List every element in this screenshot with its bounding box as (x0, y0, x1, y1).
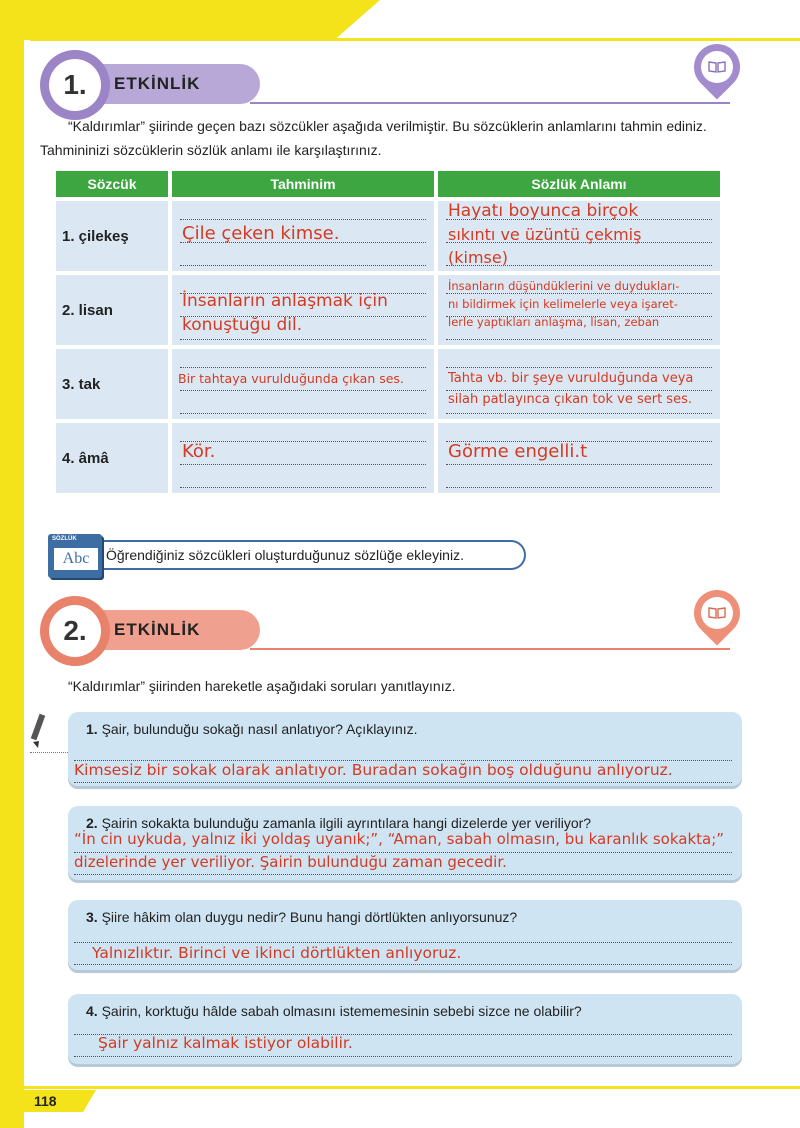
activity-2-intro: “Kaldırımlar” şiirinden hareketle aşağıdaki soruları yanıtlayınız. (68, 678, 456, 694)
question-text: Şair, bulunduğu sokağı nasıl anlatıyor? Açıklayınız. (101, 721, 418, 737)
word-cell: 4. âmâ (56, 423, 168, 493)
activity-1-underline (250, 102, 730, 104)
meaning-handwriting-line: Hayatı boyunca birçok (448, 201, 639, 221)
open-book-icon (701, 597, 733, 629)
activity-1-number: 1. (49, 59, 101, 111)
question-2-answer: “İn cin uykuda, yalnız iki yoldaş uyanık;”, “Aman, sabah olmasın, bu karanlık sokakta;” dizelerinde yer veriliyor. Şairin bulunduğu zaman gecedir. (74, 830, 725, 871)
question-number: 2. (86, 815, 98, 831)
pencil-dotted-line (30, 752, 70, 753)
meaning-handwriting-line: İnsanların düşündüklerini ve duydukları- (448, 279, 680, 293)
meaning-cell[interactable] (438, 349, 720, 419)
meaning-handwriting-line: sıkıntı ve üzüntü çekmiş (448, 225, 642, 244)
dotted-line (180, 339, 426, 340)
meaning-handwriting-line: Tahta vb. bir şeye vurulduğunda veya (448, 371, 694, 386)
question-3-text (86, 909, 517, 925)
table-row (56, 423, 720, 493)
activity-2-header (40, 596, 760, 666)
word-cell: 1. çilekeş (56, 201, 168, 271)
activity-1-header (40, 50, 760, 120)
top-yellow-corner (0, 0, 380, 40)
meaning-cell[interactable] (438, 201, 720, 271)
guess-cell[interactable] (172, 275, 434, 345)
activity-2-underline (250, 648, 730, 650)
book-pin-icon (684, 34, 749, 99)
vocabulary-table (56, 171, 720, 493)
word-cell: 3. tak (56, 349, 168, 419)
dotted-line (74, 874, 732, 875)
dotted-line (180, 265, 426, 266)
dotted-line (180, 367, 426, 368)
question-text: Şairin, korktuğu hâlde sabah olmasını istememesinin sebebi sizce ne olabilir? (101, 1003, 582, 1019)
word-cell: 2. lisan (56, 275, 168, 345)
activity-2-badge (40, 596, 110, 666)
dictionary-book-icon (48, 534, 102, 578)
guess-handwriting: Bir tahtaya vurulduğunda çıkan ses. (178, 371, 404, 386)
question-2-box[interactable] (68, 806, 742, 880)
guess-handwriting: Çile çeken kimse. (182, 223, 340, 244)
guess-cell[interactable] (172, 423, 434, 493)
header-guess: Tahminim (172, 171, 434, 197)
question-number: 3. (86, 909, 98, 925)
table-row (56, 349, 720, 419)
question-text: Şairin sokakta bulunduğu zamanla ilgili ayrıntılara hangi dizelerde yer veriliyor? (101, 815, 592, 831)
question-1-text (86, 721, 418, 737)
guess-handwriting-line: konuştuğu dil. (182, 315, 303, 335)
question-4-box[interactable] (68, 994, 742, 1064)
dotted-line (446, 390, 712, 391)
dotted-line (180, 413, 426, 414)
question-text: Şiire hâkim olan duygu nedir? Bunu hangi dörtlükten anlıyorsunuz? (101, 909, 518, 925)
activity-1-title: ETKİNLİK (94, 64, 260, 104)
dictionary-note-text: Öğrendiğiniz sözcükleri oluşturduğunuz sözlüğe ekleyiniz. (100, 540, 526, 570)
book-pin-icon (684, 580, 749, 645)
top-rule (30, 38, 800, 41)
left-yellow-band (0, 0, 24, 1128)
dictionary-tag: SÖZLÜK (52, 536, 77, 542)
table-row (56, 275, 720, 345)
meaning-handwriting-line: lerle yaptıkları anlaşma, lisan, zeban (448, 315, 660, 329)
question-1-box[interactable] (68, 712, 742, 786)
question-1-answer: Kimsesiz bir sokak olarak anlatıyor. Buradan sokağın boş olduğunu anlıyoruz. (74, 761, 673, 779)
dotted-line (446, 487, 712, 488)
header-word: Sözcük (56, 171, 168, 197)
page-number: 118 (34, 1093, 57, 1109)
meaning-cell[interactable] (438, 423, 720, 493)
dotted-line (180, 487, 426, 488)
meaning-handwriting: Görme engelli.t (448, 441, 588, 462)
meaning-cell[interactable] (438, 275, 720, 345)
table-header-row (56, 171, 720, 197)
dotted-line (446, 339, 712, 340)
activity-2-number: 2. (49, 605, 101, 657)
dotted-line (74, 1056, 732, 1057)
meaning-handwriting-line: nı bildirmek için kelimelerle veya işaret- (448, 297, 678, 311)
dotted-line (446, 464, 712, 465)
activity-1-badge (40, 50, 110, 120)
guess-handwriting: Kör. (182, 441, 216, 462)
table-row (56, 201, 720, 271)
dictionary-abc: Abc (54, 548, 98, 570)
dotted-line (446, 293, 712, 294)
dotted-line (180, 219, 426, 220)
question-3-answer: Yalnızlıktır. Birinci ve ikinci dörtlükten anlıyoruz. (92, 944, 462, 962)
meaning-handwriting-line: (kimse) (448, 248, 508, 267)
bottom-rule (24, 1086, 800, 1089)
meaning-handwriting-line: silah patlayınca çıkan tok ve sert ses. (448, 392, 692, 407)
dotted-line (74, 782, 732, 783)
open-book-icon (701, 51, 733, 83)
dotted-line (180, 464, 426, 465)
question-number: 4. (86, 1003, 98, 1019)
guess-handwriting-line: İnsanların anlaşmak için (182, 291, 388, 311)
question-4-text (86, 1003, 582, 1019)
header-meaning: Sözlük Anlamı (438, 171, 720, 197)
activity-1-intro: “Kaldırımlar” şiirinde geçen bazı sözcükler aşağıda verilmiştir. Bu sözcüklerin anlamlarını tahmin ediniz. Tahmininizi sözcüklerin sözlük anlamı ile karşılaştırınız. (40, 118, 707, 158)
question-number: 1. (86, 721, 98, 737)
dotted-line (446, 413, 712, 414)
activity-2-title: ETKİNLİK (94, 610, 260, 650)
guess-cell[interactable] (172, 201, 434, 271)
question-4-answer: Şair yalnız kalmak istiyor olabilir. (98, 1034, 353, 1052)
dictionary-note (48, 534, 528, 574)
pencil-icon (30, 712, 46, 750)
dotted-line (180, 390, 426, 391)
dotted-line (446, 367, 712, 368)
question-3-box[interactable] (68, 900, 742, 970)
guess-cell[interactable] (172, 349, 434, 419)
